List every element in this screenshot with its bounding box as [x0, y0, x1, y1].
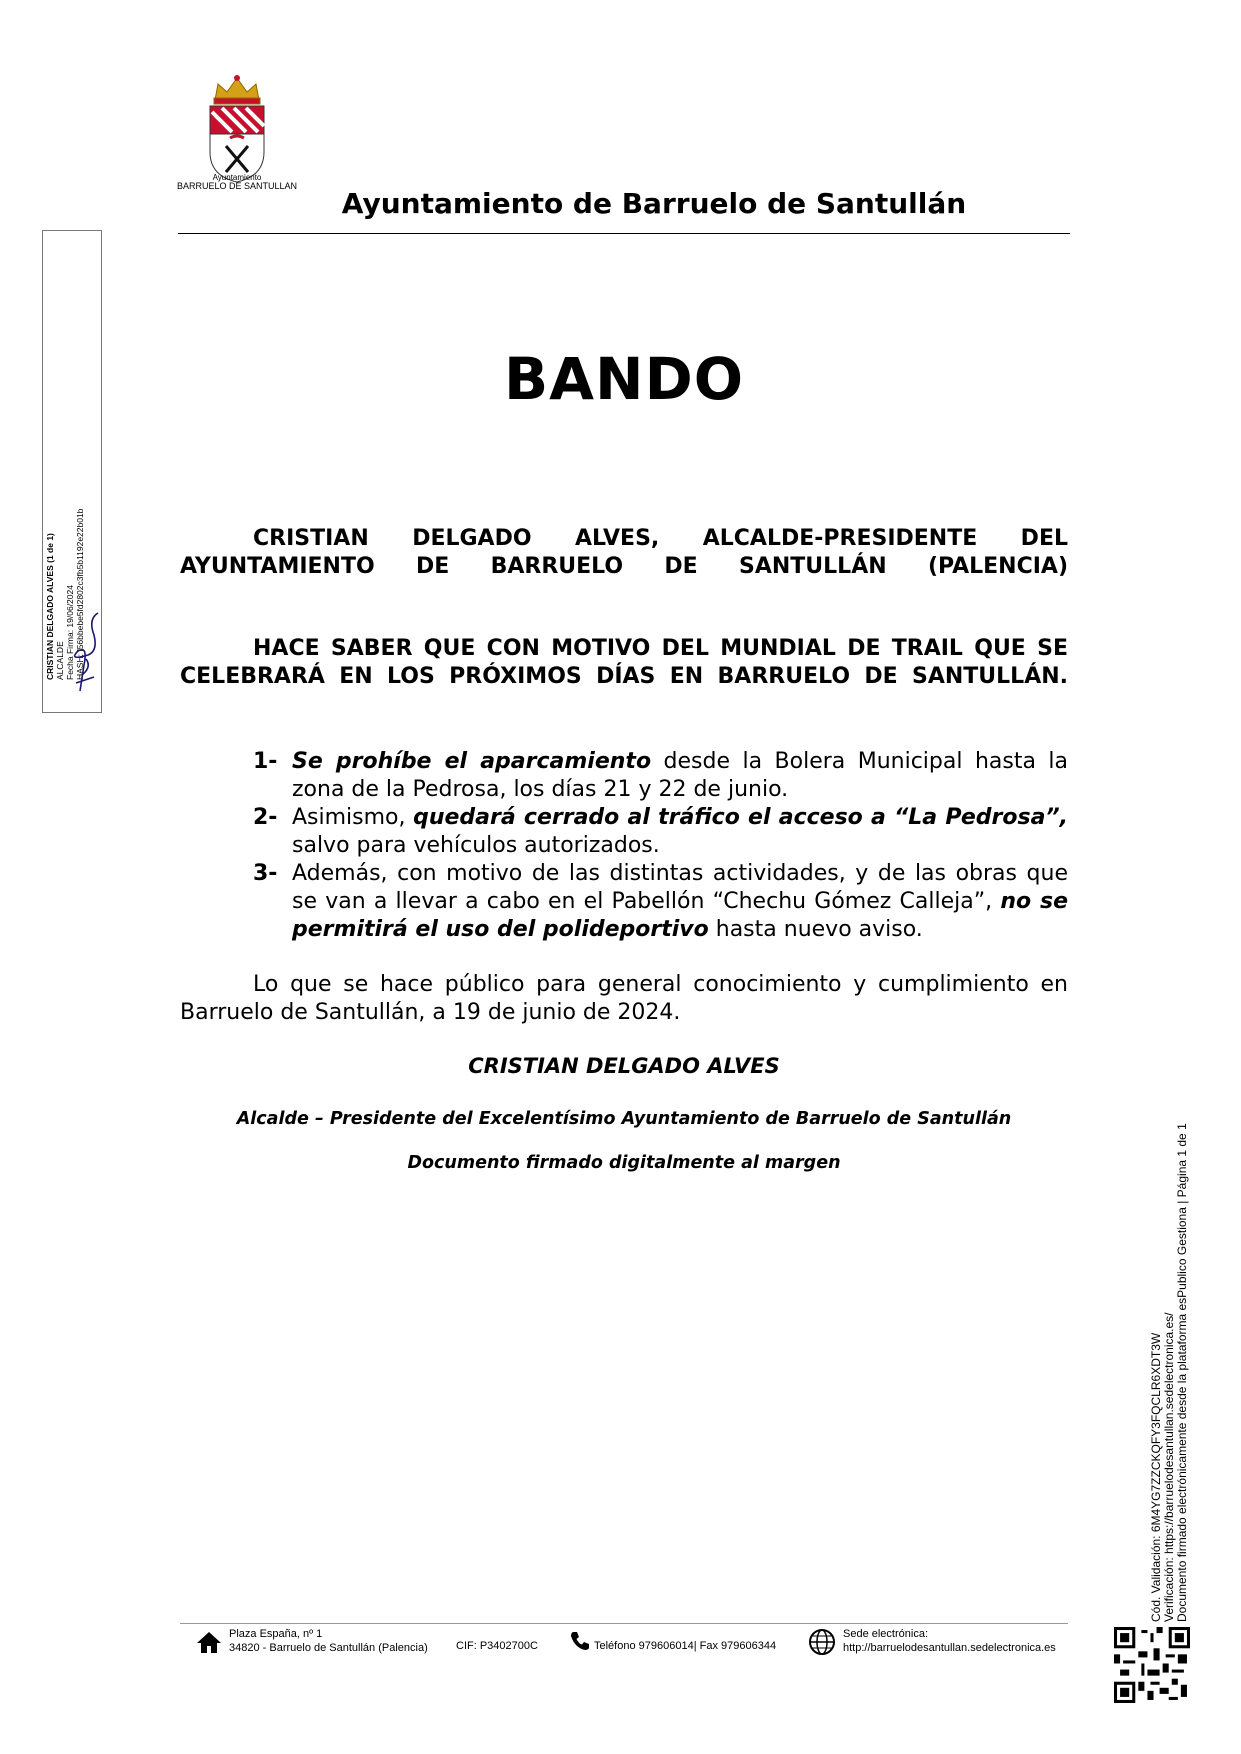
handwritten-signature [58, 605, 104, 695]
intro-paragraph: CRISTIAN DELGADO ALVES, ALCALDE-PRESIDENTE DEL AYUNTAMIENTO DE BARRUELO DE SANTULLÁN (PALENCIA) [180, 526, 1068, 579]
list-item-lead: Asimismo, [292, 805, 414, 830]
verification-text [1150, 1082, 1210, 1622]
list-item [180, 748, 1068, 804]
footer-address-line2: 34820 - Barruelo de Santullán (Palencia) [229, 1642, 428, 1654]
list-item-number: 1- [253, 749, 278, 774]
qr-code-icon [1114, 1627, 1190, 1703]
measures-list [180, 748, 1068, 944]
closing-paragraph: Lo que se hace público para general conocimiento y cumplimiento en Barruelo de Santullán, a 19 de junio de 2024. [180, 972, 1068, 1025]
list-item-text: desde la Bolera Municipal hasta la zona de la Pedrosa, los días 21 y 22 de junio. [292, 749, 1068, 802]
stamp-line3: Fecha Firma: 19/06/2024 [65, 585, 75, 680]
list-item [180, 860, 1068, 944]
globe-icon [808, 1628, 836, 1656]
footer-address-line1: Plaza España, nº 1 [229, 1628, 323, 1640]
signer-name: CRISTIAN DELGADO ALVES [468, 1054, 780, 1078]
header-title: Ayuntamiento de Barruelo de Santullán [341, 187, 967, 220]
verification-url: Verificación: https://barruelodesantullan.sedelectronica.es/ [1162, 1312, 1176, 1622]
logo-caption-line2: BARRUELO DE SANTULLAN [176, 181, 298, 191]
home-icon [196, 1630, 222, 1654]
list-item-lead: Además, con motivo de las distintas actividades, y de las obras que se van a llevar a cabo en el Pabellón “Chechu Gómez Calleja”, [292, 861, 1068, 914]
verification-platform: Documento firmado electrónicamente desde la plataforma esPublico Gestiona | Página 1 de 1 [1175, 1123, 1189, 1622]
announcement-paragraph: HACE SABER QUE CON MOTIVO DEL MUNDIAL DE TRAIL QUE SE CELEBRARÁ EN LOS PRÓXIMOS DÍAS EN BARRUELO DE SANTULLÁN. [180, 636, 1068, 689]
list-item-emphasis: no se permitirá el uso del polideportivo [292, 889, 1068, 942]
footer-phone: Teléfono 979606014| Fax 979606344 [594, 1640, 777, 1652]
signer-role: Alcalde – Presidente del Excelentísimo Ayuntamiento de Barruelo de Santullán [236, 1109, 1012, 1129]
stamp-line4: HASH: f56bbebe5fd2802c3fb5b1192e22b01b [75, 508, 85, 680]
list-item-text: salvo para vehículos autorizados. [292, 833, 660, 858]
footer-divider [180, 1623, 1068, 1624]
footer-address [229, 1627, 428, 1655]
list-item-number: 2- [253, 805, 278, 830]
list-item-emphasis: quedará cerrado al tráfico el acceso a “La Pedrosa”, [413, 805, 1068, 830]
stamp-line2: ALCALDE [55, 641, 65, 680]
footer-sede-label: Sede electrónica: [843, 1628, 928, 1640]
phone-icon [569, 1630, 591, 1652]
list-item-emphasis: Se prohíbe el aparcamiento [292, 749, 652, 774]
list-item-text: hasta nuevo aviso. [708, 917, 923, 942]
footer-sede-url[interactable]: http://barruelodesantullan.sedelectronica.es [843, 1642, 1056, 1654]
footer-sede [843, 1627, 1056, 1655]
logo-caption-line1: Ayuntamiento [212, 173, 262, 182]
list-item-number: 3- [253, 861, 278, 886]
document-title: BANDO [503, 345, 745, 413]
stamp-line1: CRISTIAN DELGADO ALVES (1 de 1) [45, 533, 55, 680]
header-divider [178, 233, 1070, 234]
list-item [180, 804, 1068, 860]
footer-cif: CIF: P3402700C [456, 1640, 538, 1652]
verification-code: Cód. Validación: 6M4YG7ZZCKQFY3FQCLR6XDT3W [1149, 1332, 1163, 1622]
signature-note: Documento firmado digitalmente al margen [407, 1153, 841, 1173]
